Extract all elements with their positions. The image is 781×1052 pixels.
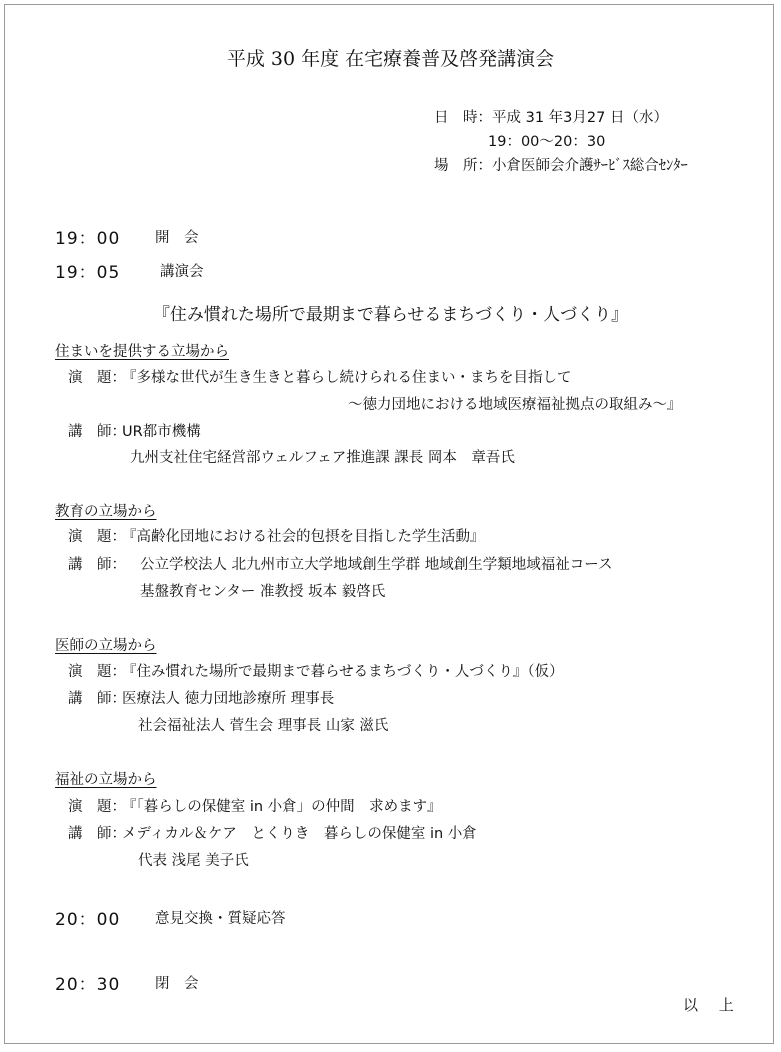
speaker-subline: 代表 浅尾 美子氏 <box>138 853 249 869</box>
speaker-subline: 基盤教育センター 准教授 坂本 毅啓氏 <box>140 584 386 600</box>
schedule-time-discussion: 20：00 <box>55 910 121 930</box>
end-mark: 以 上 <box>683 996 742 1014</box>
schedule-time-lecture: 19：05 <box>55 263 121 283</box>
title-text: 『多様な世代が生き生きと暮らし続けられる住まい・まちを目指して <box>122 370 572 386</box>
section-heading-education: 教育の立場から <box>55 504 157 520</box>
section-speaker-row <box>68 420 201 441</box>
schedule-time-close: 20：30 <box>55 975 121 995</box>
speaker-text: 医療法人 徳力団地診療所 理事長 <box>122 691 335 707</box>
section-speaker-row <box>68 687 334 708</box>
section-title-row <box>68 366 572 387</box>
section-speaker-row <box>68 822 477 843</box>
speaker-label: 講 師： <box>68 557 126 573</box>
section-title-subline: ～徳力団地における地域医療福祉拠点の取組み～』 <box>348 397 682 413</box>
speaker-text: UR都市機構 <box>122 424 201 440</box>
section-title-row <box>68 795 442 816</box>
title-text: 『「暮らしの保健室 in 小倉」の仲間 求めます』 <box>122 799 442 815</box>
speaker-text: 公立学校法人 北九州市立大学地域創生学群 地域創生学類地域福祉コース <box>140 557 613 573</box>
title-text: 『高齢化団地における社会的包摂を目指した学生活動』 <box>122 529 485 545</box>
event-place: 場 所：小倉医師会介護ｻｰﾋﾞｽ総合ｾﾝﾀｰ <box>434 158 688 174</box>
speaker-label: 講 師： <box>68 424 126 440</box>
speaker-text: メディカル＆ケア とくりき 暮らしの保健室 in 小倉 <box>122 826 477 842</box>
title-label: 演 題： <box>68 370 126 386</box>
title-label: 演 題： <box>68 529 126 545</box>
event-time: 19：00～20：30 <box>488 134 606 150</box>
section-speaker-row <box>68 553 613 574</box>
section-title-row <box>68 660 564 681</box>
schedule-time-open: 19：00 <box>55 229 121 249</box>
schedule-label-lecture: 講演会 <box>160 264 204 280</box>
title-text: 『住み慣れた場所で最期まで暮らせるまちづくり・人づくり』（仮） <box>122 664 564 680</box>
section-heading-physician: 医師の立場から <box>55 638 157 654</box>
schedule-label-open: 開 会 <box>155 230 199 246</box>
page-title: 平成 30 年度 在宅療養普及啓発講演会 <box>226 48 555 70</box>
speaker-label: 講 師： <box>68 691 126 707</box>
speaker-label: 講 師： <box>68 826 126 842</box>
event-date: 日 時：平成 31 年3月27 日（水） <box>434 110 668 126</box>
lecture-theme: 『住み慣れた場所で最期まで暮らせるまちづくり・人づくり』 <box>152 305 629 325</box>
title-label: 演 題： <box>68 664 126 680</box>
title-label: 演 題： <box>68 799 126 815</box>
speaker-subline: 社会福祉法人 菅生会 理事長 山家 滋氏 <box>138 718 389 734</box>
section-heading-housing: 住まいを提供する立場から <box>55 344 229 360</box>
speaker-subline: 九州支社住宅経営部ウェルフェア推進課 課長 岡本 章吾氏 <box>130 450 515 466</box>
section-heading-welfare: 福祉の立場から <box>55 772 157 788</box>
schedule-label-discussion: 意見交換・質疑応答 <box>155 911 286 927</box>
schedule-label-close: 閉 会 <box>155 976 199 992</box>
section-title-row <box>68 525 485 546</box>
